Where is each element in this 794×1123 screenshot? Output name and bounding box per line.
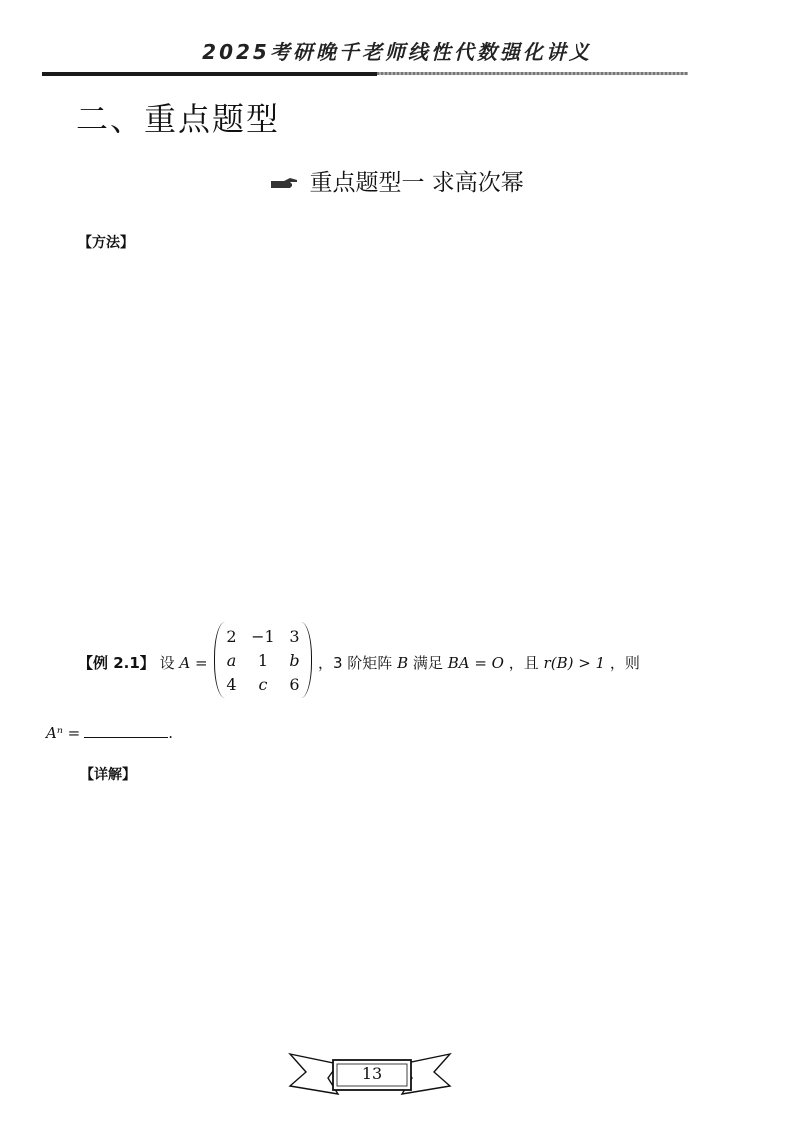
matrix-cell: −1 xyxy=(251,626,275,646)
matrix-right-paren xyxy=(301,622,312,698)
page-number: 13 xyxy=(361,1064,383,1083)
example-2-1 xyxy=(78,622,718,702)
pointing-hand-icon xyxy=(270,176,298,192)
matrix-b: B xyxy=(397,654,409,672)
matrix-cell: 4 xyxy=(226,674,237,694)
rank-condition: r(B) > 1 xyxy=(543,654,606,672)
matrix-row xyxy=(222,648,304,672)
subsection-title: 重点题型一 求高次幂 xyxy=(309,170,524,196)
satisfy-text: 满足 xyxy=(412,654,443,672)
solution-label: 【详解】 xyxy=(80,767,136,783)
section-title: 二、重点题型 xyxy=(76,100,281,138)
example-condition xyxy=(318,652,640,673)
example-tag: 【例 2.1】 xyxy=(78,654,155,672)
then-text: ，则 xyxy=(609,654,640,672)
matrix-cell: c xyxy=(258,674,268,694)
equation: BA = O xyxy=(447,654,504,672)
answer-blank xyxy=(84,737,168,738)
matrix-cell: 2 xyxy=(226,626,237,646)
answer-suffix: . xyxy=(168,724,174,742)
subsection-title-row xyxy=(0,164,794,197)
matrix-table xyxy=(222,624,304,696)
matrix-a xyxy=(214,622,312,698)
matrix-name: A = xyxy=(179,654,208,672)
answer-prefix: Aⁿ = xyxy=(46,724,81,742)
header-title: 2025考研晚千老师线性代数强化讲义 xyxy=(202,40,592,64)
method-label: 【方法】 xyxy=(78,235,134,251)
header-rule-thick xyxy=(42,72,377,76)
example-lead-text: 设 xyxy=(159,654,175,672)
matrix-cell: b xyxy=(289,650,300,670)
condition-text: ，3 阶矩阵 xyxy=(318,654,393,672)
answer-line xyxy=(46,724,173,742)
matrix-cell: a xyxy=(226,650,237,670)
matrix-cell: 6 xyxy=(289,674,300,694)
example-lead xyxy=(78,652,208,673)
header-rule-thin xyxy=(377,72,688,75)
and-text: ，且 xyxy=(508,654,539,672)
matrix-row xyxy=(222,624,304,648)
matrix-row xyxy=(222,672,304,696)
matrix-cell: 3 xyxy=(289,626,300,646)
matrix-cell: 1 xyxy=(257,650,269,670)
